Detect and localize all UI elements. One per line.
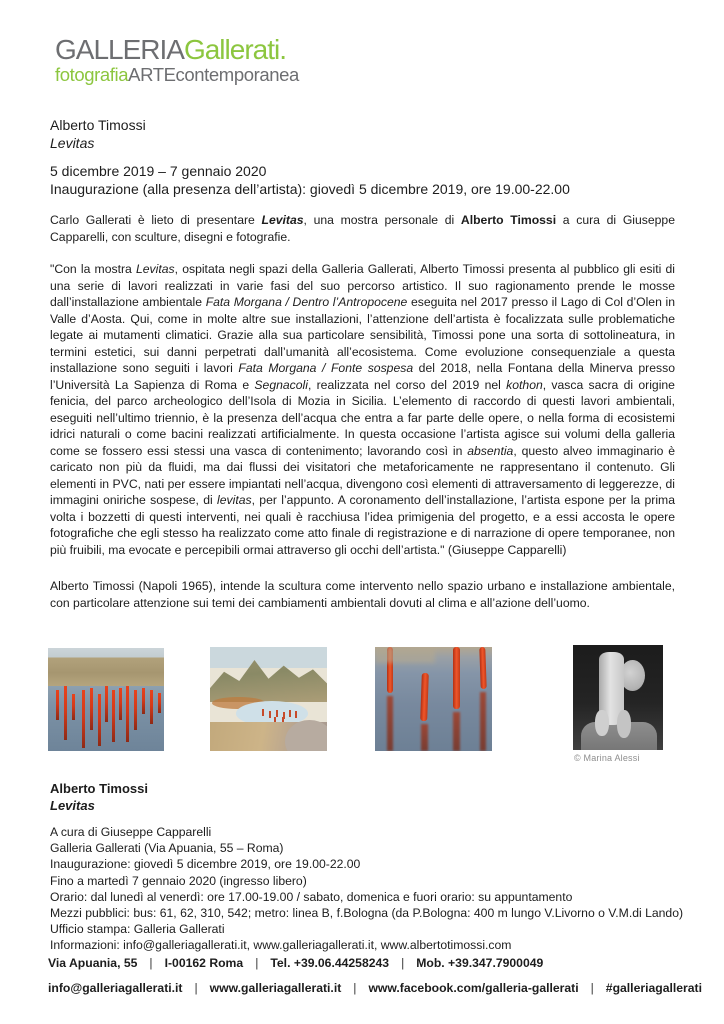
text-segment: a cura di Giuseppe Capparelli, con sculture, disegni e fotografie. bbox=[50, 213, 675, 244]
exhibit-info-header bbox=[50, 780, 148, 814]
red-pole-shape bbox=[276, 710, 278, 717]
text-segment: , realizzata nel corso del 2019 nel bbox=[307, 377, 507, 392]
footer-item: info@galleriagallerati.it bbox=[48, 981, 183, 995]
red-pole-shape bbox=[420, 673, 429, 721]
text-segment: , una mostra personale di bbox=[303, 213, 461, 227]
logo-arte-text: ARTE bbox=[128, 63, 176, 85]
text-segment: eseguita nel 2017 presso il Lago di Col d’Olen in Valle d’Aosta. Qui, come in molte altre sue installazioni, l’attenzione dell’artista è focalizzata sulle problematiche legate ai mutamenti climatici. Grazie alla sua particolare sensibilità, Timossi pone una sorta di sottolineatura, in termini estetici, sui danni perpetrati dall’umanità all’ecosistema. Come evoluzione consequenziale a questa installazione sono seguiti i lavori bbox=[50, 295, 675, 375]
opening-info: Inaugurazione (alla presenza dell’artista): giovedì 5 dicembre 2019, ore 19.00-22.00 bbox=[50, 181, 570, 197]
logo-contemporanea-text: contemporanea bbox=[175, 63, 299, 85]
footer-item: I-00162 Roma bbox=[164, 956, 244, 970]
footer-contact-line bbox=[48, 956, 702, 970]
text-segment: , vasca sacra di origine fenicia, del parco archeologico dell’Isola di Mozia in Sicilia. L’elemento di raccordo di questi lavori ambientali, eseguiti nell’ultimo triennio, è la presenza dell’acqua che entra a far parte delle opere, o nella forma di ecosistemi idrici naturali o come bacini realizzati artificialmente. In questa occasione l’artista agisce sui volumi della galleria come se fossero essi stessi una vasca di contenimento; lavorando così in bbox=[50, 377, 675, 458]
red-pole-shape bbox=[150, 690, 153, 724]
red-pole-shape bbox=[105, 686, 108, 722]
text-segment: Fata Morgana / Fonte sospesa bbox=[238, 361, 414, 375]
red-pole-shape bbox=[72, 694, 75, 720]
red-pole-shape bbox=[453, 647, 460, 709]
red-pole-shape bbox=[82, 690, 85, 748]
info-line: Mezzi pubblici: bus: 61, 62, 310, 542; metro: linea B, f.Bologna (da P.Bologna: 400 m lungo V.Livorno o V.M.di Lando) bbox=[50, 906, 684, 921]
red-pole-shape bbox=[387, 696, 393, 751]
red-pole-shape bbox=[480, 692, 486, 751]
exhibition-header bbox=[50, 116, 570, 198]
red-pole-shape bbox=[142, 688, 145, 714]
gallery-footer bbox=[48, 956, 702, 1006]
info-line: Galleria Gallerati (Via Apuania, 55 – Roma) bbox=[50, 841, 284, 856]
text-segment: Alberto Timossi bbox=[460, 213, 557, 227]
text-segment: , questo alveo immaginario è caricato non più da fluidi, ma dai flussi dei visitatori che metaforicamente ne rappresentano il contenuto. Gli elementi in PVC, nati per essere impiantati nell’acqua, divengono così elementi di attraversamento di leggerezze, di immagini oniriche sospese, di bbox=[50, 443, 675, 507]
text-segment: absentia bbox=[467, 443, 514, 458]
red-pole-shape bbox=[262, 709, 264, 716]
text-segment: kothon bbox=[506, 377, 543, 392]
red-pole-shape bbox=[375, 647, 435, 663]
red-pole-shape bbox=[453, 712, 460, 751]
logo-fotografia-text: fotografia bbox=[55, 63, 129, 85]
info-line: Informazioni: info@galleriagallerati.it, www.galleriagallerati.it, www.albertotimossi.com bbox=[50, 938, 512, 953]
info-line: Orario: dal lunedì al venerdì: ore 17.00-19.00 / sabato, domenica e fuori orario: su appuntamento bbox=[50, 889, 573, 904]
footer-item: #galleriagallerati bbox=[605, 981, 702, 995]
red-pole-shape bbox=[158, 693, 161, 713]
artist-name-bottom: Alberto Timossi bbox=[50, 781, 149, 796]
separator: | bbox=[353, 981, 357, 995]
curator-text-paragraph bbox=[50, 261, 675, 558]
exhibition-title-bottom: Levitas bbox=[50, 798, 95, 813]
red-pole-shape bbox=[98, 694, 101, 746]
logo-gallerati-text: Gallerati bbox=[183, 34, 280, 65]
logo-galleria-text: GALLERIA bbox=[55, 34, 184, 65]
logo-dot: . bbox=[279, 34, 286, 65]
footer-item: Tel. +39.06.44258243 bbox=[270, 956, 390, 970]
installation-photo-red-poles-closeup bbox=[375, 647, 492, 751]
watercolor-sketch-mountain-lake bbox=[210, 647, 327, 751]
red-pole-shape bbox=[90, 688, 93, 730]
footer-item: www.galleriagallerati.it bbox=[209, 981, 342, 995]
info-line: A cura di Giuseppe Capparelli bbox=[50, 825, 212, 839]
logo-line-1 bbox=[55, 36, 299, 65]
info-line: Ufficio stampa: Galleria Gallerati bbox=[50, 922, 225, 937]
footer-web-line bbox=[48, 981, 702, 995]
text-segment: Carlo Gallerati è lieto di presentare bbox=[50, 213, 262, 227]
separator: | bbox=[590, 981, 594, 995]
red-pole-shape bbox=[289, 710, 291, 717]
exhibition-title: Levitas bbox=[50, 135, 95, 151]
red-pole-shape bbox=[479, 647, 486, 689]
red-pole-shape bbox=[119, 688, 122, 720]
artist-bio-paragraph: Alberto Timossi (Napoli 1965), intende la scultura come intervento nello spazio urbano e installazione ambientale, con particolare attenzione sui temi dei cambiamenti ambientali dovuti al clima e all’azione dell’uomo. bbox=[50, 579, 675, 610]
gallery-logo bbox=[55, 36, 299, 84]
separator: | bbox=[149, 956, 153, 970]
separator: | bbox=[255, 956, 259, 970]
text-segment: Segnacoli bbox=[254, 377, 308, 392]
artist-name: Alberto Timossi bbox=[50, 117, 146, 133]
red-pole-shape bbox=[269, 711, 271, 718]
text-segment: del 2018, nella Fontana della Minerva presso l’Università La Sapienza di Roma e bbox=[50, 361, 675, 392]
text-segment: "Con la mostra bbox=[50, 262, 136, 276]
info-line: Inaugurazione: giovedì 5 dicembre 2019, ore 19.00-22.00 bbox=[50, 857, 361, 872]
separator: | bbox=[401, 956, 405, 970]
info-line: Fino a martedì 7 gennaio 2020 (ingresso libero) bbox=[50, 873, 307, 888]
intro-paragraph bbox=[50, 212, 675, 245]
red-pole-shape bbox=[112, 690, 115, 742]
footer-item: Mob. +39.347.7900049 bbox=[416, 956, 544, 970]
text-segment: , per l’appunto. A coronamento dell’installazione, l’artista espone per la prima volta i bozzetti di questi interventi, nei quali è racchiusa l’idea primigenia del progetto, e a essi accosta le opere fotografiche che egli stesso ha realizzato come atto finale di registrazione e di narrazione di opere temporanee, non più fruibili, ma evocate e percepibili ormai attraverso gli occhi dell’artista." (Giuseppe Capparelli) bbox=[50, 493, 675, 557]
text-segment: Levitas bbox=[261, 213, 304, 227]
separator: | bbox=[194, 981, 198, 995]
exhibition-dates: 5 dicembre 2019 – 7 gennaio 2020 bbox=[50, 163, 267, 179]
text-segment: levitas bbox=[217, 493, 252, 507]
footer-item: Via Apuania, 55 bbox=[48, 956, 138, 970]
red-pole-shape bbox=[56, 690, 59, 720]
artist-portrait-bw bbox=[573, 645, 663, 750]
footer-item: www.facebook.com/galleria-gallerati bbox=[368, 981, 579, 995]
text-segment: , ospitata negli spazi della Galleria Gallerati, Alberto Timossi presenta al pubblico gli esiti di una serie di lavori realizzati in varie fasi del suo percorso artistico. Il suo ragionamento prende le mosse dall’installazione ambientale bbox=[50, 262, 676, 309]
text-segment: Fata Morgana / Dentro l’Antropocene bbox=[205, 295, 408, 309]
text-segment: Levitas bbox=[136, 262, 175, 276]
photo-credit-caption: © Marina Alessi bbox=[574, 753, 640, 763]
logo-line-2 bbox=[55, 63, 299, 85]
red-pole-shape bbox=[126, 686, 129, 742]
red-pole-shape bbox=[295, 711, 297, 718]
installation-photo-red-poles-lake bbox=[48, 648, 164, 751]
red-pole-shape bbox=[64, 686, 67, 740]
red-pole-shape bbox=[134, 690, 137, 730]
exhibit-details bbox=[50, 824, 683, 954]
red-pole-shape bbox=[421, 724, 428, 751]
